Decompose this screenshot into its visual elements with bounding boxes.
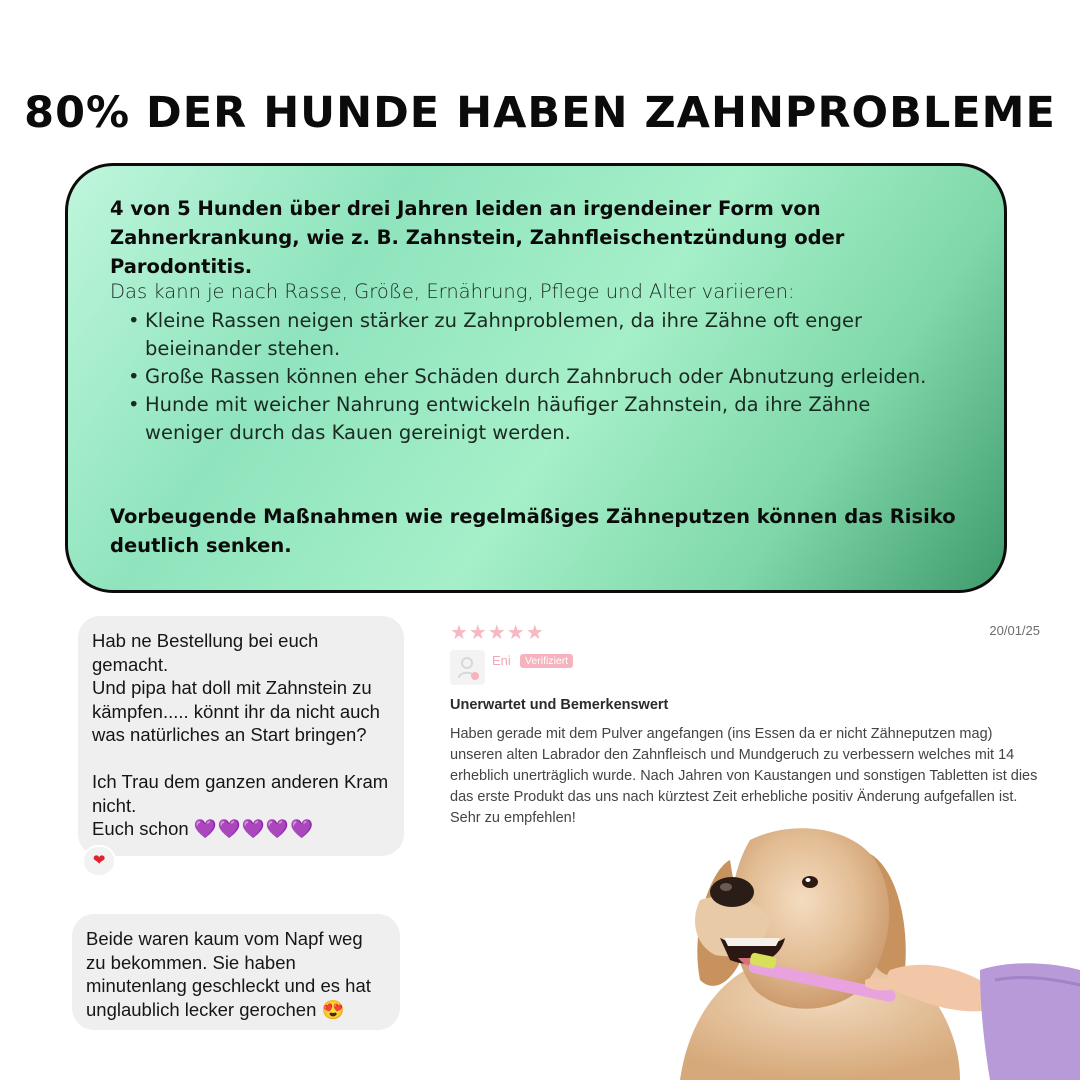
star-rating-icon: ★★★★★	[450, 622, 545, 644]
reviewer-name: Eni	[492, 653, 511, 668]
chat-message-bubble	[78, 616, 404, 856]
dog-toothbrush-photo	[660, 820, 1080, 1080]
review-date: 20/01/25	[989, 623, 1040, 638]
bullet-dot-icon: •	[128, 309, 140, 332]
bullet-text: Große Rassen können eher Schäden durch Zahnbruch oder Abnutzung erleiden.	[145, 365, 927, 388]
review-title: Unerwartet und Bemerkenswert	[450, 697, 669, 713]
chat-message-bubble	[72, 914, 400, 1030]
info-bullet	[128, 363, 948, 391]
headline: 80% DER HUNDE HABEN ZAHNPROBLEME	[24, 88, 1056, 138]
bullet-text: Hunde mit weicher Nahrung entwickeln häufiger Zahnstein, da ihre Zähne weniger durch das Kauen gereinigt werden.	[145, 393, 871, 444]
heart-icon[interactable]: ❤	[82, 845, 116, 877]
info-lead: Das kann je nach Rasse, Größe, Ernährung, Pflege und Alter variieren:	[110, 280, 795, 303]
bullet-dot-icon: •	[128, 365, 140, 388]
bullet-text: Kleine Rassen neigen stärker zu Zahnproblemen, da ihre Zähne oft enger beieinander stehen.	[145, 309, 863, 360]
chat-message-text: Beide waren kaum vom Napf weg zu bekommen. Sie haben minutenlang geschleckt und es hat unglaublich lecker gerochen	[86, 928, 371, 1020]
info-bullet	[128, 391, 948, 447]
chat-message-text: Hab ne Bestellung bei euch gemacht. Und pipa hat doll mit Zahnstein zu kämpfen..... könnt ihr da nicht auch was natürliches an Start bringen? Ich Trau dem ganzen anderen Kram nicht. Euch schon	[92, 630, 389, 839]
user-avatar-icon	[450, 650, 485, 685]
info-bullet	[128, 307, 948, 363]
info-intro: 4 von 5 Hunden über drei Jahren leiden an irgendeiner Form von Zahnerkrankung, wie z. B. Zahnstein, Zahnfleischentzündung oder Parodontitis.	[110, 197, 845, 278]
verified-badge: Verifiziert	[520, 654, 573, 668]
info-bullet-list	[128, 307, 948, 447]
purple-heart-icon: 💜💜💜💜💜	[193, 818, 315, 839]
bullet-dot-icon: •	[128, 393, 140, 416]
review-body: Haben gerade mit dem Pulver angefangen (ins Essen da er nicht Zähneputzen mag) unseren alten Labrador den Zahnfleisch und Mundgeruch zu verbessern welches mit 14 erheblich unerträglich wurde. Nach Jahren von Kaustangen und sonstigen Tabletten ist dies das erste Produkt das uns nach kürztest Zeit erhebliche positiv Änderung aufgefallen ist. Sehr zu empfehlen!	[450, 726, 1038, 826]
info-card	[65, 163, 1007, 593]
info-closing: Vorbeugende Maßnahmen wie regelmäßiges Zähneputzen können das Risiko deutlich senken.	[110, 505, 956, 557]
heart-eyes-icon: 😍	[321, 998, 345, 1020]
